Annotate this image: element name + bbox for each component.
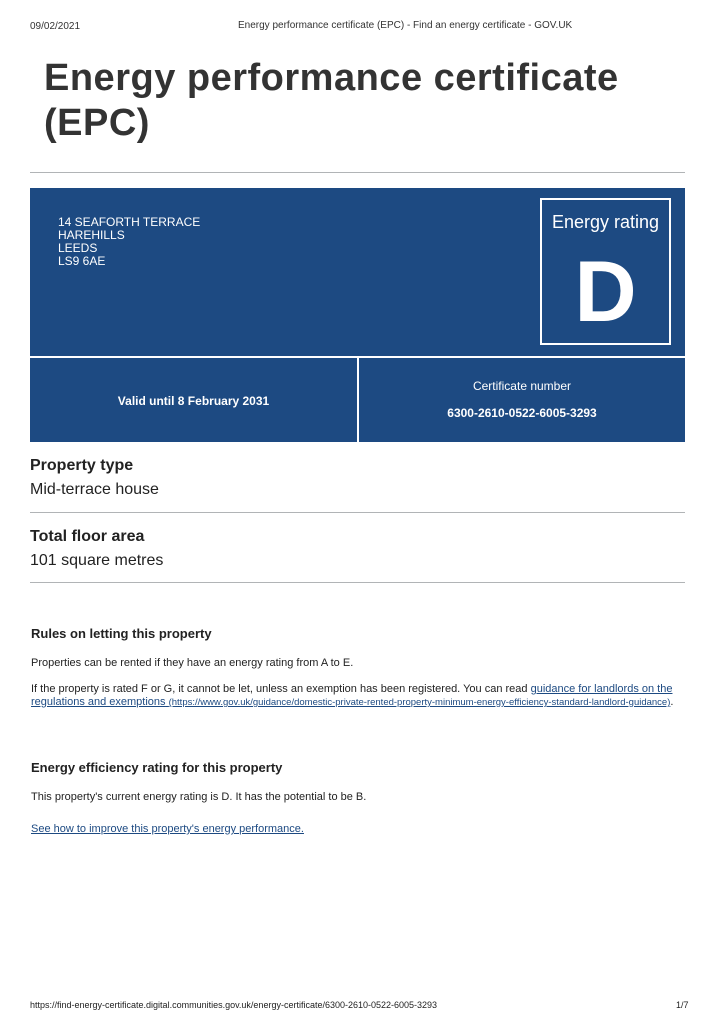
landlord-guidance-link[interactable]: guidance for landlords on the regulations and exemptions (https://www.gov.uk/guidance/domestic-private-rented-property-minimum-energy-efficiency-standard-landlord-guidance) xyxy=(31,683,673,708)
divider xyxy=(30,582,685,583)
print-page-number: 1/7 xyxy=(676,1000,689,1010)
floor-area-heading: Total floor area xyxy=(30,528,145,545)
page-title: Energy performance certificate (EPC) xyxy=(44,57,619,144)
efficiency-heading: Energy efficiency rating for this property xyxy=(31,760,283,775)
address-line: HAREHILLS xyxy=(58,228,125,242)
efficiency-paragraph: This property's current energy rating is D. It has the potential to be B. xyxy=(31,791,367,803)
energy-rating-panel xyxy=(540,198,671,345)
address-line: 14 SEAFORTH TERRACE xyxy=(58,215,201,229)
paragraph-text: If the property is rated F or G, it cannot be let, unless an exemption has been registered. You can read xyxy=(31,683,531,695)
certificate-number: 6300-2610-0522-6005-3293 xyxy=(447,406,597,420)
address-line: LS9 6AE xyxy=(58,254,106,268)
paragraph-end: . xyxy=(670,696,674,708)
energy-rating-letter: D xyxy=(574,244,637,340)
valid-until: Valid until 8 February 2031 xyxy=(117,394,270,408)
address-line: LEEDS xyxy=(58,241,98,255)
letting-rules-heading: Rules on letting this property xyxy=(31,626,212,641)
print-page-title: Energy performance certificate (EPC) - Find an energy certificate - GOV.UK xyxy=(238,20,573,31)
property-address xyxy=(58,216,200,268)
energy-rating-label: Energy rating xyxy=(551,212,660,232)
floor-area-value: 101 square metres xyxy=(30,552,164,569)
property-type-value: Mid-terrace house xyxy=(30,481,159,498)
letting-rules-exemption-paragraph xyxy=(31,683,687,709)
print-footer-url: https://find-energy-certificate.digital.communities.gov.uk/energy-certificate/6300-2610-0522-6005-3293 xyxy=(30,1000,438,1010)
print-date: 09/02/2021 xyxy=(30,21,81,32)
box-divider xyxy=(357,358,359,442)
divider xyxy=(30,172,685,173)
landlord-guidance-url: (https://www.gov.uk/guidance/domestic-private-rented-property-minimum-energy-efficiency-standard-landlord-guidance) xyxy=(168,697,671,708)
certificate-number-label: Certificate number xyxy=(472,379,572,393)
epc-summary-box xyxy=(30,188,685,442)
letting-rules-paragraph: Properties can be rented if they have an energy rating from A to E. xyxy=(31,657,354,669)
improve-energy-link[interactable]: See how to improve this property's energy performance. xyxy=(31,823,304,835)
divider xyxy=(30,512,685,513)
property-type-heading: Property type xyxy=(30,457,134,474)
